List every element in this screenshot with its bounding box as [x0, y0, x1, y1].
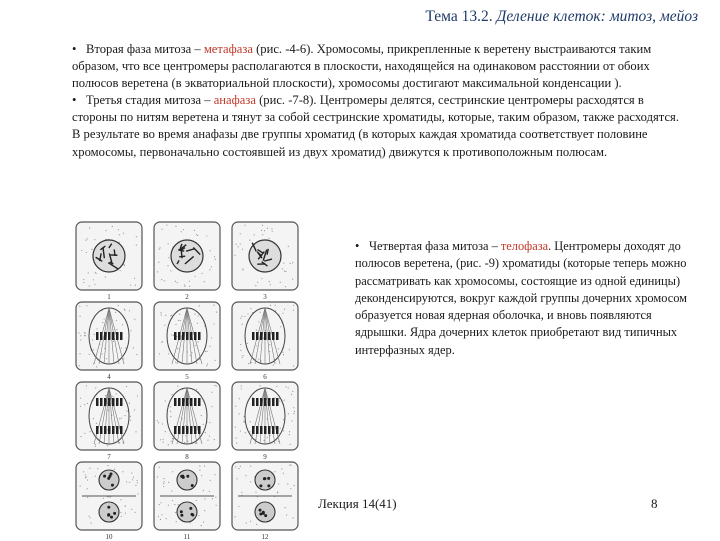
- metaphase-paragraph: [72, 41, 684, 92]
- metaphase-term: метафаза: [204, 42, 253, 56]
- mitosis-figure: [72, 218, 307, 536]
- mitosis-cell: [154, 302, 220, 381]
- mitosis-cell: [76, 302, 142, 381]
- cell-number-label: 10: [106, 533, 114, 541]
- topic-subtitle: Деление клеток: митоз, мейоз: [497, 8, 698, 25]
- telophase-prefix: Четвертая фаза митоза –: [369, 239, 501, 253]
- mitosis-cell: [154, 382, 220, 461]
- anaphase-text: (рис. -7-8). Центромеры делятся, сестринские центромеры расходятся в стороны по нитям веретена и тянут за собой сестринские хроматиды, которые, таким образом, также расходятся. В результате во время анафазы две группы хроматид (в которых каждая хроматида соответствует половине хромосомы, первоначально состоявшей из двух хроматид) движутся к противоположным полюсам.: [72, 93, 679, 158]
- mitosis-cell: [232, 462, 298, 541]
- bullet-icon: •: [72, 92, 86, 109]
- mitosis-cell: [154, 222, 220, 301]
- topic-number: Тема 13.2.: [425, 8, 492, 25]
- slide-title: [425, 8, 698, 26]
- cell-number-label: 1: [107, 293, 111, 301]
- telophase-block: [355, 238, 690, 359]
- cell-number-label: 11: [184, 533, 191, 541]
- mitosis-cell: [154, 462, 220, 541]
- cell-number-label: 7: [107, 453, 111, 461]
- cell-number-label: 5: [185, 373, 189, 381]
- anaphase-term: анафаза: [214, 93, 256, 107]
- main-text-block: [72, 41, 684, 161]
- cell-number-label: 9: [263, 453, 267, 461]
- mitosis-cell: [76, 222, 142, 301]
- mitosis-cell: [76, 462, 142, 541]
- bullet-icon: •: [72, 41, 86, 58]
- anaphase-prefix: Третья стадия митоза –: [86, 93, 214, 107]
- telophase-term: телофаза: [501, 239, 548, 253]
- mitosis-cell: [232, 302, 298, 381]
- metaphase-text: (рис. -4-6). Хромосомы, прикрепленные к веретену выстраиваются таким образом, что все центромеры располагаются в плоскости, находящейся на одинаковом расстоянии от обоих полюсов веретена (в экваториальной плоскости), хромосомы достигают максимальной конденсации ).: [72, 42, 651, 90]
- cell-number-label: 2: [185, 293, 189, 301]
- bullet-icon: •: [355, 238, 369, 255]
- mitosis-cells-image: [72, 218, 307, 536]
- telophase-paragraph: [355, 238, 690, 359]
- anaphase-paragraph: [72, 92, 684, 160]
- telophase-text: . Центромеры доходят до полюсов веретена, (рис. -9) хроматиды (которые теперь можно рассматривать как хромосомы, состоящие из одной единицы) деконденсируются, вокруг каждой группы дочерних хромосом образуется новая ядерная оболочка, и вновь появляются ядрышки. Ядра дочерних клеток приобретают вид типичных интерфазных ядер.: [355, 239, 687, 357]
- cell-number-label: 6: [263, 373, 267, 381]
- page-number: 8: [651, 496, 658, 512]
- mitosis-cell: [232, 382, 298, 461]
- cell-number-label: 8: [185, 453, 189, 461]
- metaphase-prefix: Вторая фаза митоза –: [86, 42, 204, 56]
- cell-number-label: 12: [262, 533, 270, 541]
- mitosis-cell: [232, 222, 298, 301]
- lecture-label: Лекция 14(41): [318, 496, 397, 512]
- cell-number-label: 3: [263, 293, 267, 301]
- cell-number-label: 4: [107, 373, 111, 381]
- mitosis-cell: [76, 382, 142, 461]
